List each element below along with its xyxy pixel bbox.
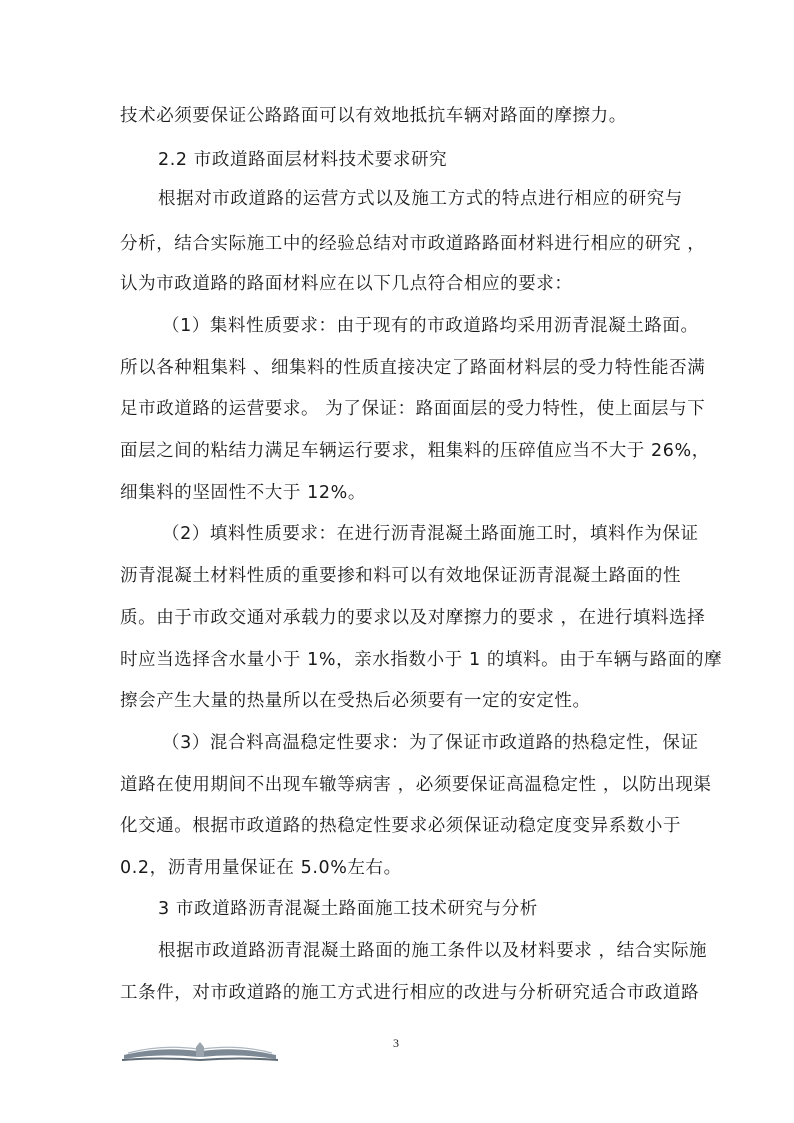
text-line-17: 道路在使用期间不出现车辙等病害 ，必须要保证高温稳定性 ，以防出现渠 [120,775,712,795]
page-number: 3 [393,1036,399,1050]
text-line-21: 根据市政道路沥青混凝土路面的施工条件以及材料要求 ，结合实际施 [158,941,708,961]
text-line-19: 0.2，沥青用量保证在 5.0%左右。 [120,858,402,878]
section-heading-2-2: 2.2 市政道路面层材料技术要求研究 [158,150,448,170]
section-heading-3: 3 市政道路沥青混凝土路面施工技术研究与分析 [158,899,538,919]
text-line-9: 面层之间的粘结力满足车辆运行要求，粗集料的压碎值应当不大于 26%， [120,441,710,461]
text-line-5: 认为市政道路的路面材料应在以下几点符合相应的要求： [120,274,573,294]
text-line-11: （2）填料性质要求：在进行沥青混凝土路面施工时，填料作为保证 [162,524,699,544]
text-line-13: 质。由于市政交通对承载力的要求以及对摩擦力的要求 ，在进行填料选择 [120,608,706,628]
text-line-7: 所以各种粗集料 、细集料的性质直接决定了路面材料层的受力特性能否满 [120,358,706,378]
text-line-8: 足市政道路的运营要求。 为了保证：路面面层的受力特性，使上面层与下 [120,399,706,419]
text-line-18: 化交通。根据市政道路的热稳定性要求必须保证动稳定度变异系数小于 [120,816,682,836]
text-line-14: 时应当选择含水量小于 1%，亲水指数小于 1 的填料。由于车辆与路面的摩 [120,650,723,670]
text-line-15: 擦会产生大量的热量所以在受热后必须要有一定的安定性。 [120,691,591,711]
text-line-1: 技术必须要保证公路路面可以有效地抵抗车辆对路面的摩擦力。 [120,106,627,126]
text-line-16: （3）混合料高温稳定性要求：为了保证市政道路的热稳定性，保证 [162,733,699,753]
text-line-10: 细集料的坚固性不大于 12%。 [120,483,366,503]
text-line-6: （1）集料性质要求：由于现有的市政道路均采用沥青混凝土路面。 [162,316,699,336]
text-line-12: 沥青混凝土材料性质的重要掺和料可以有效地保证沥青混凝土路面的性 [120,566,682,586]
text-line-22: 工条件，对市政道路的施工方式进行相应的改进与分析研究适合市政道路 [120,983,700,1003]
text-line-4: 分析，结合实际施工中的经验总结对市政道路路面材料进行相应的研究 ， [120,234,706,254]
text-line-3: 根据对市政道路的运营方式以及施工方式的特点进行相应的研究与 [158,189,683,209]
book-logo-icon [120,1038,280,1062]
